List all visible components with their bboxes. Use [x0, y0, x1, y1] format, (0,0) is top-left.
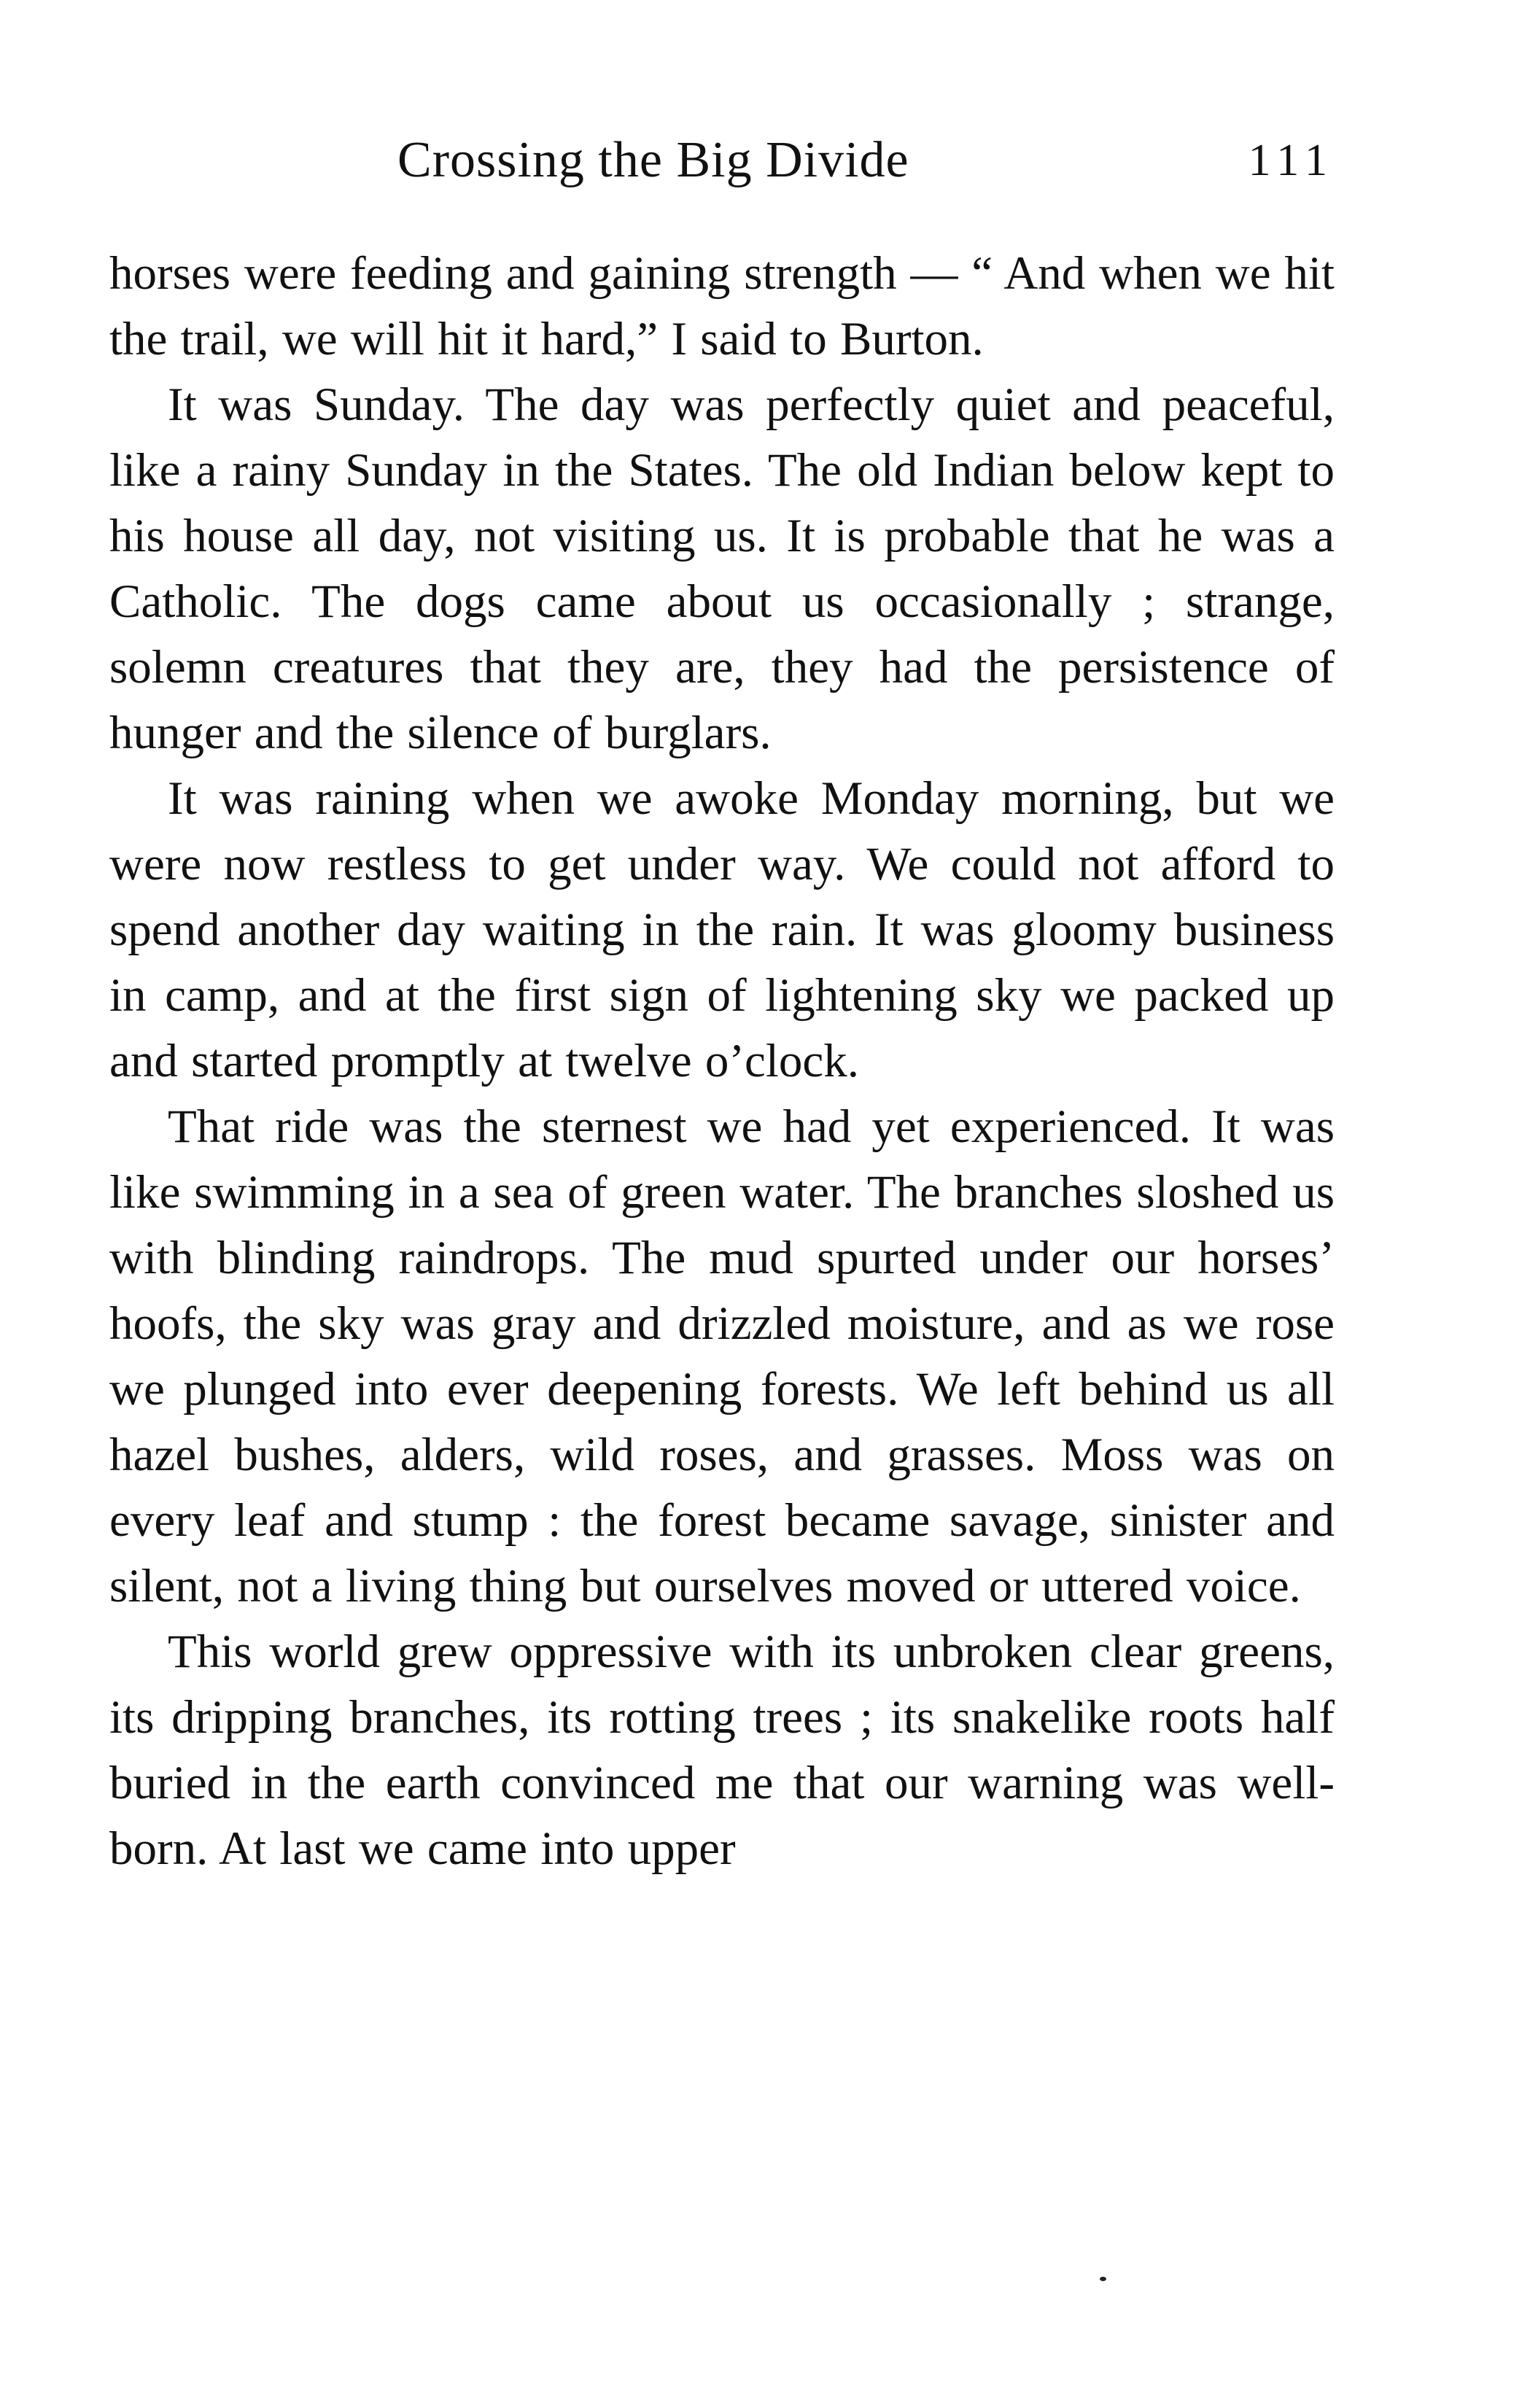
running-title: Crossing the Big Divide — [397, 132, 909, 188]
paragraph: It was Sunday. The day was perfectly quiet and peaceful, like a rainy Sunday in the States. The old Indian below kept to his house all day, not visiting us. It is probable that he was a Catholic. The dogs came about us occasionally ; strange, solemn creatures that they are, they had the persistence of hunger and the silence of burglars. — [109, 378, 1335, 759]
page-number: 111 — [1248, 136, 1335, 185]
paragraph: That ride was the sternest we had yet experienced. It was like swimming in a sea of green water. The branches sloshed us with blinding raindrops. The mud spurted under our horses’ hoofs, the sky was gray and drizzled moisture, and as we rose we plunged into ever deepening forests. We left behind us all hazel bushes, alders, wild roses, and grasses. Moss was on every leaf and stump : the forest became savage, sinister and silent, not a living thing but ourselves moved or uttered voice. — [109, 1100, 1335, 1612]
paragraph: It was raining when we awoke Monday morning, but we were now restless to get under way. We could not afford to spend another day waiting in the rain. It was gloomy business in camp, and at the first sign of lightening sky we packed up and started promptly at twelve o’clock. — [109, 772, 1335, 1087]
paragraph: This world grew oppressive with its unbroken clear greens, its dripping branches, its rotting trees ; its snakelike roots half buried in the earth convinced me that our warning was well-born. At last we came into upper — [109, 1626, 1335, 1875]
paragraph-continued: horses were feeding and gaining strength — “ And when we hit the trail, we will hit it hard,” I said to Burton. — [109, 247, 1335, 365]
body-text — [109, 241, 1335, 1881]
ink-speck — [1100, 2277, 1106, 2281]
page-header — [109, 124, 1335, 197]
